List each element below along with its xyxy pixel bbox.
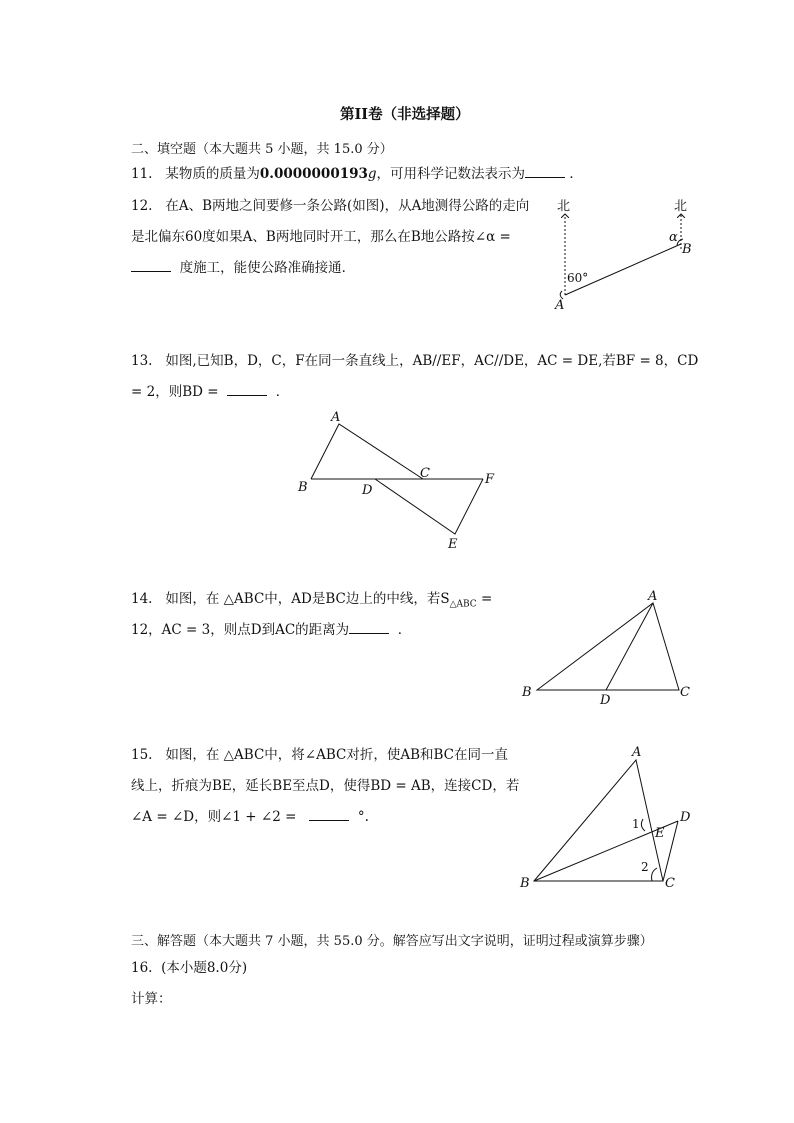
question-11: [131, 168, 583, 182]
section-heading-fill-in: 二、填空题（本大题共 5 小题，共 15.0 分）: [131, 142, 393, 157]
road-line: [565, 244, 681, 295]
question-16-prompt: 计算：: [131, 991, 172, 1007]
answer-blank[interactable]: [131, 271, 171, 272]
point-a-label: A: [632, 745, 642, 760]
punctuation: ．: [275, 384, 290, 400]
line-cd: [663, 821, 678, 881]
question-score: (本小题8.0分): [161, 960, 248, 976]
question-12-line-2: 是北偏东60度如果A、B两地同时开工，那么在B地公路按∠α =: [131, 229, 511, 245]
point-b-label: B: [522, 685, 532, 700]
angle-2-label: 2: [641, 860, 649, 874]
point-a-label: A: [648, 589, 658, 604]
point-a-label: A: [331, 410, 341, 425]
answer-blank[interactable]: [349, 633, 389, 634]
point-e-label: E: [448, 537, 458, 552]
alpha-label: α: [669, 230, 678, 245]
point-d-label: D: [680, 810, 691, 825]
question-text: 12，AC = 3，则点D到AC的距离为: [131, 622, 350, 638]
question-number: 12.: [131, 198, 153, 214]
section-heading-solutions: 三、解答题（本大题共 7 小题，共 55.0 分。解答应写出文字说明，证明过程或演算步骤）: [131, 934, 653, 949]
question-number: 15.: [131, 747, 153, 763]
page-title: 第II卷（非选择题）: [340, 106, 470, 123]
question-number: 16.: [131, 960, 153, 976]
question-number: 11.: [131, 166, 153, 182]
question-text: 在A、B两地之间要修一条公路(如图)，从A地测得公路的走向: [165, 198, 530, 214]
north-label-b: 北: [674, 199, 688, 214]
question-13-line-2: [131, 386, 289, 400]
triangle-abc: [311, 424, 423, 479]
punctuation: ．: [569, 166, 583, 182]
q13-figure: [295, 408, 505, 553]
punctuation: °.: [357, 809, 369, 825]
question-text: 如图，在 △ABC中，AD是BC边上的中线，若S: [165, 591, 450, 607]
answer-blank[interactable]: [309, 820, 349, 821]
question-text: ∠A = ∠D，则∠1 + ∠2 =: [131, 809, 297, 825]
question-text: 某物质的质量为: [165, 166, 260, 182]
question-text: 如图,已知B，D，C，F在同一条直线上，AB//EF，AC//DE，AC = DE,若BF = 8，CD: [165, 353, 699, 369]
question-16: [131, 962, 247, 976]
question-15-line-2: 线上，折痕为BE，延长BE至点D，使得BD = AB，连接CD，若: [131, 778, 520, 794]
question-text: 如图，在 △ABC中，将∠ABC对折，使AB和BC在同一直: [165, 747, 509, 763]
q12-figure: [550, 192, 710, 317]
point-b-label: B: [520, 876, 530, 891]
answer-blank[interactable]: [525, 177, 565, 178]
mass-unit: g: [367, 166, 377, 182]
answer-blank[interactable]: [227, 395, 267, 396]
point-c-label: C: [665, 876, 675, 891]
point-c-label: C: [680, 685, 690, 700]
angle-1-label: 1: [632, 817, 640, 831]
question-text: = 2，则BD =: [131, 384, 219, 400]
point-d-label: D: [362, 483, 373, 498]
angle-60-label: 60°: [567, 271, 589, 285]
triangle-abc: [537, 603, 679, 690]
question-text: =: [476, 591, 493, 607]
punctuation: ．: [397, 622, 412, 638]
angle-1-arc: [641, 819, 645, 831]
question-15-line-3: [131, 811, 369, 825]
area-subscript: △ABC: [449, 599, 477, 610]
point-d-label: D: [600, 693, 611, 708]
q14-figure: [515, 586, 695, 711]
question-12-line-3: [131, 262, 355, 276]
point-f-label: F: [485, 472, 495, 487]
question-number: 14.: [131, 591, 153, 607]
question-text: ，可用科学记数法表示为: [376, 166, 526, 182]
question-number: 13.: [131, 353, 153, 369]
triangle-def: [375, 479, 483, 534]
question-15-line-1: [131, 749, 508, 763]
question-14-line-2: [131, 624, 411, 638]
point-c-label: C: [420, 466, 430, 481]
angle-2-arc: [652, 868, 657, 881]
point-e-label: E: [655, 826, 665, 841]
question-text: 度施工，能使公路准确接通．: [179, 260, 356, 276]
point-b-label: B: [298, 480, 308, 495]
question-13-line-1: [131, 355, 698, 369]
q15-figure: [515, 742, 700, 892]
question-12-line-1: [131, 200, 529, 214]
median-ad: [606, 603, 653, 690]
point-a-label: A: [555, 298, 565, 313]
mass-value: 0.0000000193: [259, 166, 368, 182]
point-b-label: B: [682, 242, 692, 257]
north-label-a: 北: [557, 199, 571, 214]
question-14-line-1: [131, 593, 492, 610]
